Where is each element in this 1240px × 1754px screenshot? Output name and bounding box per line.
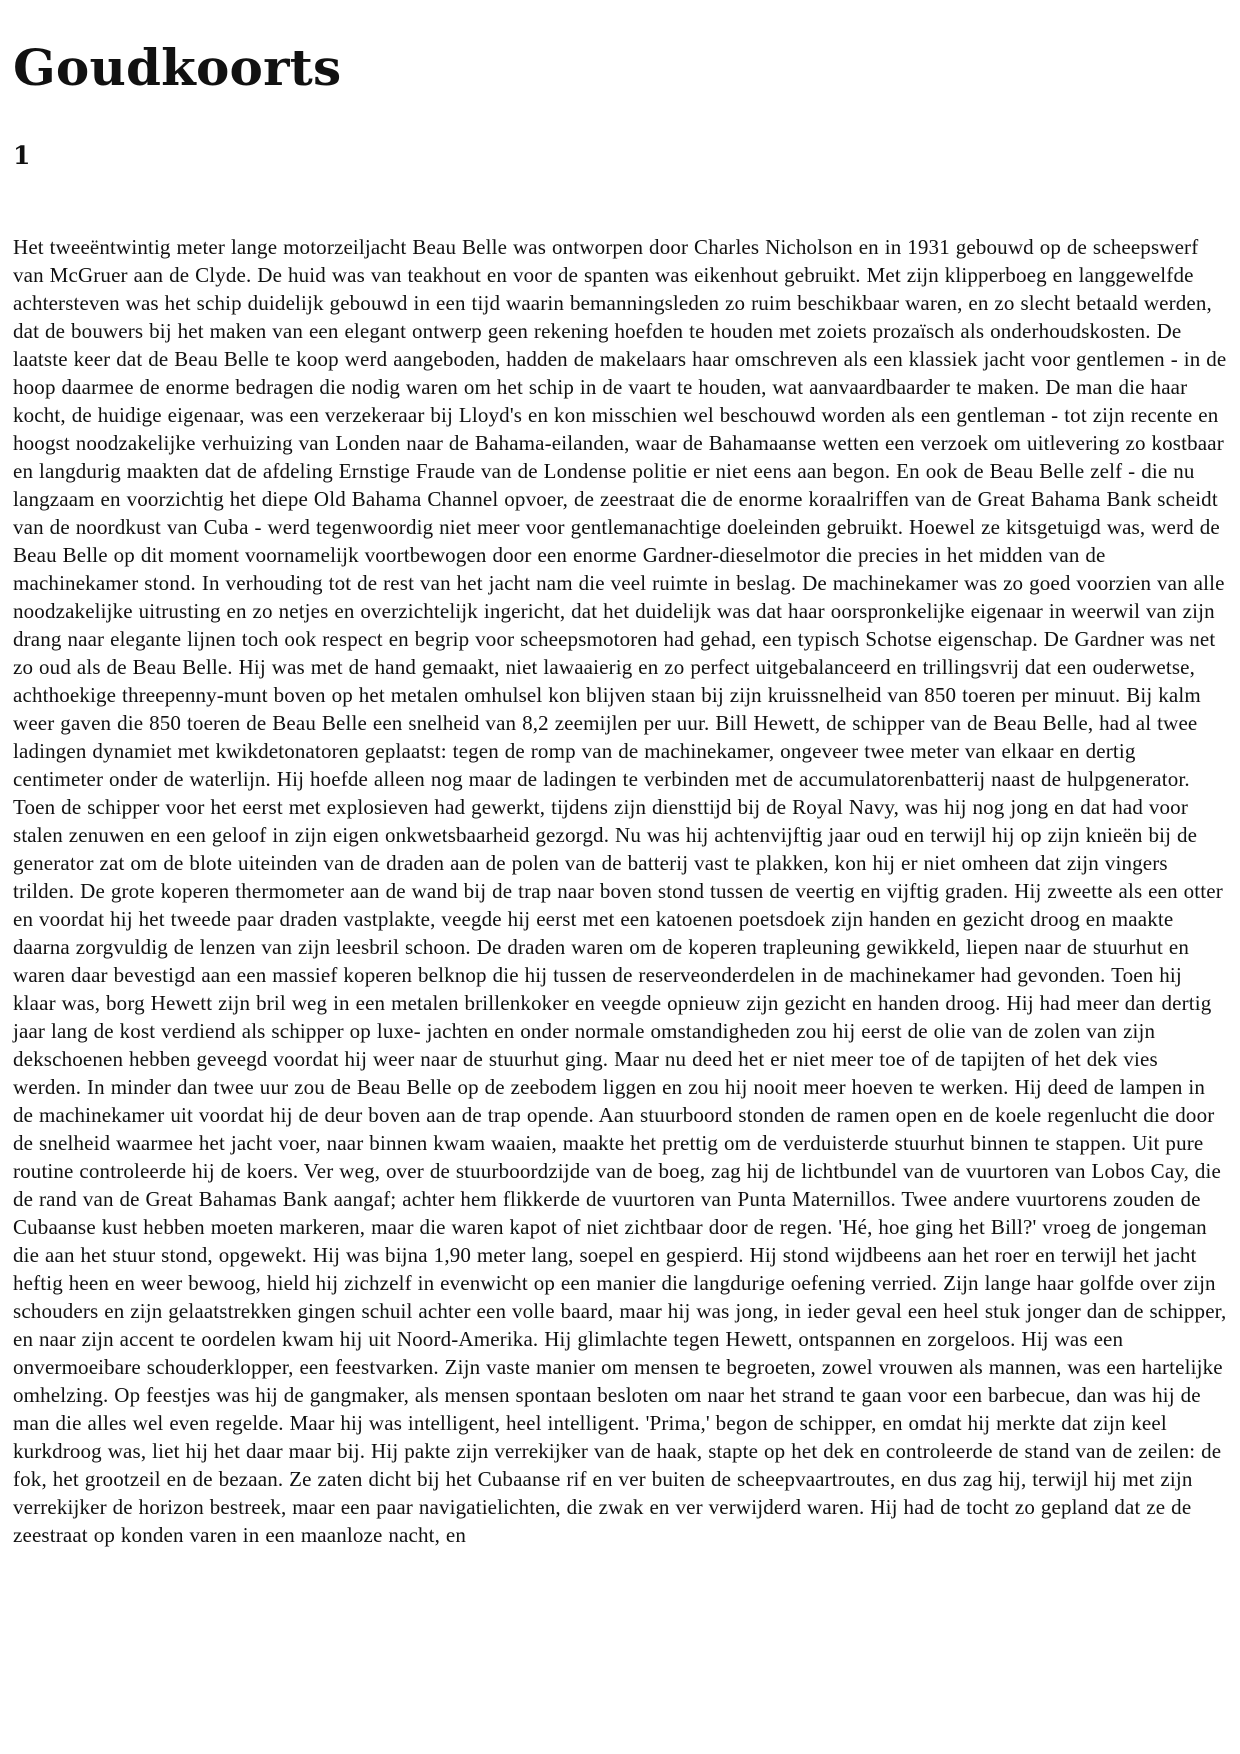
chapter-number: 1 <box>13 141 31 170</box>
body-paragraph: Het tweeëntwintig meter lange motorzeiljacht Beau Belle was ontworpen door Charles Nicholson en in 1931 gebouwd op de scheepswerf van McGruer aan de Clyde. De huid was van teakhout en voor de spanten was eikenhout gebruikt. Met zijn klipperboeg en langgewelfde achtersteven was het schip duidelijk gebouwd in een tijd waarin bemanningsleden zo ruim beschikbaar waren, en zo slecht betaald werden, dat de bouwers bij het maken van een elegant ontwerp geen rekening hoefden te houden met zoiets prozaïsch als onderhoudskosten. De laatste keer dat de Beau Belle te koop werd aangeboden, hadden de makelaars haar omschreven als een klassiek jacht voor gentlemen - in de hoop daarmee de enorme bedragen die nodig waren om het schip in de vaart te houden, wat aanvaardbaarder te maken. De man die haar kocht, de huidige eigenaar, was een verzekeraar bij Lloyd's en kon misschien wel beschouwd worden als een gentleman - tot zijn recente en hoogst noodzakelijke verhuizing van Londen naar de Bahama-eilanden, waar de Bahamaanse wetten een verzoek om uitlevering zo kostbaar en langdurig maakten dat de afdeling Ernstige Fraude van de Londense politie er niet eens aan begon. En ook de Beau Belle zelf - die nu langzaam en voorzichtig het diepe Old Bahama Channel opvoer, de zeestraat die de enorme koraalriffen van de Great Bahama Bank scheidt van de noordkust van Cuba - werd tegenwoordig niet meer voor gentlemanachtige doeleinden gebruikt. Hoewel ze kitsgetuigd was, werd de Beau Belle op dit moment voornamelijk voortbewogen door een enorme Gardner-dieselmotor die precies in het midden van de machinekamer stond. In verhouding tot de rest van het jacht nam die veel ruimte in beslag. De machinekamer was zo goed voorzien van alle noodzakelijke uitrusting en zo netjes en overzichtelijk ingericht, dat het duidelijk was dat haar oorspronkelijke eigenaar in weerwil van zijn drang naar elegante lijnen toch ook respect en begrip voor scheepsmotoren had gehad, een typisch Schotse eigenschap. De Gardner was net zo oud als de Beau Belle. Hij was met de hand gemaakt, niet lawaaierig en zo perfect uitgebalanceerd en trillingsvrij dat een ouderwetse, achthoekige threepenny-munt boven op het metalen omhulsel kon blijven staan bij zijn kruissnelheid van 850 toeren per minuut. Bij kalm weer gaven die 850 toeren de Beau Belle een snelheid van 8,2 zeemijlen per uur. Bill Hewett, de schipper van de Beau Belle, had al twee ladingen dynamiet met kwikdetonatoren geplaatst: tegen de romp van de machinekamer, ongeveer twee meter van elkaar en dertig centimeter onder de waterlijn. Hij hoefde alleen nog maar de ladingen te verbinden met de accumulatorenbatterij naast de hulpgenerator. Toen de schipper voor het eerst met explosieven had gewerkt, tijdens zijn diensttijd bij de Royal Navy, was hij nog jong en dat had voor stalen zenuwen en een geloof in zijn eigen onkwetsbaarheid gezorgd. Nu was hij achtenvijftig jaar oud en terwijl hij op zijn knieën bij de generator zat om de blote uiteinden van de draden aan de polen van de batterij vast te plakken, kon hij er niet omheen dat zijn vingers trilden. De grote koperen thermometer aan de wand bij de trap naar boven stond tussen de veertig en vijftig graden. Hij zweette als een otter en voordat hij het tweede paar draden vastplakte, veegde hij eerst met een katoenen poetsdoek zijn handen en gezicht droog en maakte daarna zorgvuldig de lenzen van zijn leesbril schoon. De draden waren om de koperen trapleuning gewikkeld, liepen naar de stuurhut en waren daar bevestigd aan een massief koperen belknop die hij tussen de reserveonderdelen in de machinekamer had gevonden. Toen hij klaar was, borg Hewett zijn bril weg in een metalen brillenkoker en veegde opnieuw zijn gezicht en handen droog. Hij had meer dan dertig jaar lang de kost verdiend als schipper op luxe- jachten en onder normale omstandigheden zou hij eerst de olie van de zolen van zijn dekschoenen hebben geveegd voordat hij weer naar de stuurhut ging. Maar nu deed het er niet meer toe of de tapijten of het dek vies werden. In minder dan twee uur zou de Beau Belle op de zeebodem liggen en zou hij nooit meer hoeven te werken. Hij deed de lampen in de machinekamer uit voordat hij de deur boven aan de trap opende. Aan stuurboord stonden de ramen open en de koele regenlucht die door de snelheid waarmee het jacht voer, naar binnen kwam waaien, maakte het prettig om de verduisterde stuurhut binnen te stappen. Uit pure routine controleerde hij de koers. Ver weg, over de stuurboordzijde van de boeg, zag hij de lichtbundel van de vuurtoren van Lobos Cay, die de rand van de Great Bahamas Bank aangaf; achter hem flikkerde de vuurtoren van Punta Maternillos. Twee andere vuurtorens zouden de Cubaanse kust hebben moeten markeren, maar die waren kapot of niet zichtbaar door de regen. 'Hé, hoe ging het Bill?' vroeg de jongeman die aan het stuur stond, opgewekt. Hij was bijna 1,90 meter lang, soepel en gespierd. Hij stond wijdbeens aan het roer en terwijl het jacht heftig heen en weer bewoog, hield hij zichzelf in evenwicht op een manier die langdurige oefening verried. Zijn lange haar golfde over zijn schouders en zijn gelaatstrekken gingen schuil achter een volle baard, maar hij was jong, in ieder geval een heel stuk jonger dan de schipper, en naar zijn accent te oordelen kwam hij uit Noord-Amerika. Hij glimlachte tegen Hewett, ontspannen en zorgeloos. Hij was een onvermoeibare schouderklopper, een feestvarken. Zijn vaste manier om mensen te begroeten, zowel vrouwen als mannen, was een hartelijke omhelzing. Op feestjes was hij de gangmaker, als mensen spontaan besloten om naar het strand te gaan voor een barbecue, dan was hij de man die alles wel even regelde. Maar hij was intelligent, heel intelligent. 'Prima,' begon de schipper, en omdat hij merkte dat zijn keel kurkdroog was, liet hij het daar maar bij. Hij pakte zijn verrekijker van de haak, stapte op het dek en controleerde de stand van de zeilen: de fok, het grootzeil en de bezaan. Ze zaten dicht bij het Cubaanse rif en ver buiten de scheepvaartroutes, en dus zag hij, terwijl hij met zijn verrekijker de horizon bestreek, maar een paar navigatielichten, die zwak en ver verwijderd waren. Hij had de tocht zo gepland dat ze de zeestraat op konden varen in een maanloze nacht, en <box>13 235 1227 1547</box>
book-title: Goudkoorts <box>13 38 342 97</box>
